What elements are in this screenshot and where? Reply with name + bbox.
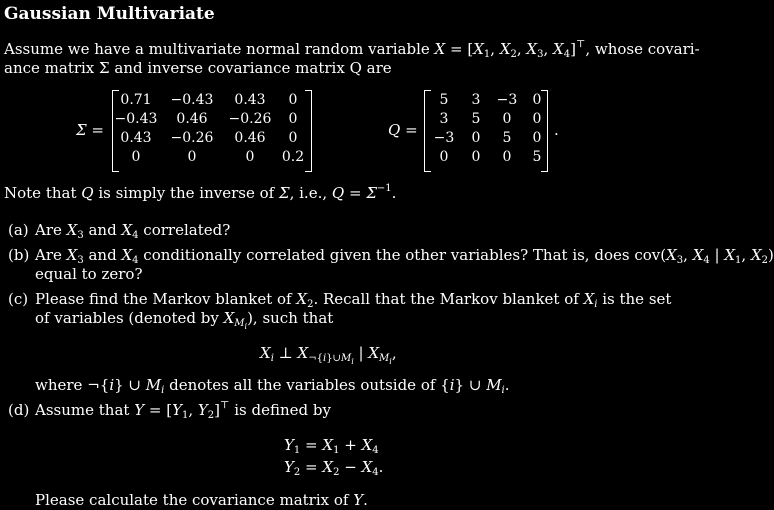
q-cell-0-0: 5 xyxy=(439,92,449,108)
matrix-period: . xyxy=(554,121,559,139)
q-cell-1-2: 0 xyxy=(502,111,512,127)
q-cell-0-1: 3 xyxy=(471,92,481,108)
sigma-cell-1-3: 0 xyxy=(288,111,298,127)
sigma-grid xyxy=(112,90,312,172)
markov-blanket-formula: $X_i$ ⊥ $X_{\neg\{i\}\cup M_i}$ | $X_{M_i}$, xyxy=(260,344,397,366)
sigma-cell-0-3: 0 xyxy=(288,92,298,108)
q-cell-2-1: 0 xyxy=(471,130,481,146)
question-a-label: (a) xyxy=(8,221,29,239)
note-text: Note that Q is simply the inverse of Σ, i.e., $Q = \Sigma^{-1}$. xyxy=(4,183,397,202)
sigma-cell-0-0: 0.71 xyxy=(120,92,152,108)
q-cell-2-0: −3 xyxy=(433,130,455,146)
sigma-cell-1-1: 0.46 xyxy=(176,111,208,127)
q-cell-3-2: 0 xyxy=(502,149,512,165)
equation-y2: $Y_2 = X_2 - X_4$. xyxy=(284,458,384,478)
q-matrix xyxy=(424,90,548,172)
sigma-cell-1-2: −0.26 xyxy=(228,111,272,127)
sigma-label: Σ = xyxy=(76,121,104,139)
q-cell-2-3: 0 xyxy=(532,130,542,146)
question-d-label: (d) xyxy=(8,401,30,419)
q-cell-3-1: 0 xyxy=(471,149,481,165)
question-c-text-2: of variables (denoted by $X_{M_i}$), such that xyxy=(35,309,334,331)
sigma-cell-0-2: 0.43 xyxy=(234,92,266,108)
equation-y1: $Y_1 = X_1 + X_4$ xyxy=(284,436,379,456)
q-cell-3-0: 0 xyxy=(439,149,449,165)
question-b-text-2: equal to zero? xyxy=(35,265,143,283)
sigma-cell-2-0: 0.43 xyxy=(120,130,152,146)
question-c-label: (c) xyxy=(8,290,29,308)
sigma-cell-2-2: 0.46 xyxy=(234,130,266,146)
question-c-where: where ¬{i} ∪ $M_i$ denotes all the variables outside of {i} ∪ $M_i$. xyxy=(35,376,510,396)
q-cell-0-2: −3 xyxy=(496,92,518,108)
q-cell-0-3: 0 xyxy=(532,92,542,108)
sigma-cell-3-3: 0.2 xyxy=(281,149,305,165)
q-grid xyxy=(424,90,548,172)
sigma-cell-2-1: −0.26 xyxy=(170,130,214,146)
question-d-text: Assume that $Y = [Y_1$, $Y_2]^⊤$ is defined by xyxy=(35,400,331,421)
sigma-cell-3-2: 0 xyxy=(245,149,255,165)
q-cell-3-3: 5 xyxy=(532,149,542,165)
question-a-text: Are $X_3$ and $X_4$ correlated? xyxy=(35,221,231,241)
page-title: Gaussian Multivariate xyxy=(4,4,215,24)
intro-line-1: Assume we have a multivariate normal random variable $X = [X_1$, $X_2$, $X_3$, $X_4]^⊤$, whose covari- xyxy=(4,39,700,60)
q-cell-1-3: 0 xyxy=(532,111,542,127)
sigma-cell-3-1: 0 xyxy=(187,149,197,165)
sigma-cell-2-3: 0 xyxy=(288,130,298,146)
sigma-cell-3-0: 0 xyxy=(131,149,141,165)
sigma-cell-0-1: −0.43 xyxy=(170,92,214,108)
question-b-text-1: Are $X_3$ and $X_4$ conditionally correlated given the other variables? That is, does $cov(X_3$, $X_4$ | $X_1$, $X_2$) xyxy=(35,246,774,266)
q-cell-2-2: 5 xyxy=(502,130,512,146)
question-d-final: Please calculate the covariance matrix of Y. xyxy=(35,491,368,509)
q-cell-1-1: 5 xyxy=(471,111,481,127)
question-b-label: (b) xyxy=(8,246,30,264)
intro-line-2: ance matrix Σ and inverse covariance matrix Q are xyxy=(4,59,392,77)
q-label: Q = xyxy=(388,121,418,139)
q-cell-1-0: 3 xyxy=(439,111,449,127)
question-c-text-1: Please find the Markov blanket of $X_2$. Recall that the Markov blanket of $X_i$ is the set xyxy=(35,290,672,310)
sigma-cell-1-0: −0.43 xyxy=(114,111,158,127)
sigma-matrix xyxy=(112,90,312,172)
